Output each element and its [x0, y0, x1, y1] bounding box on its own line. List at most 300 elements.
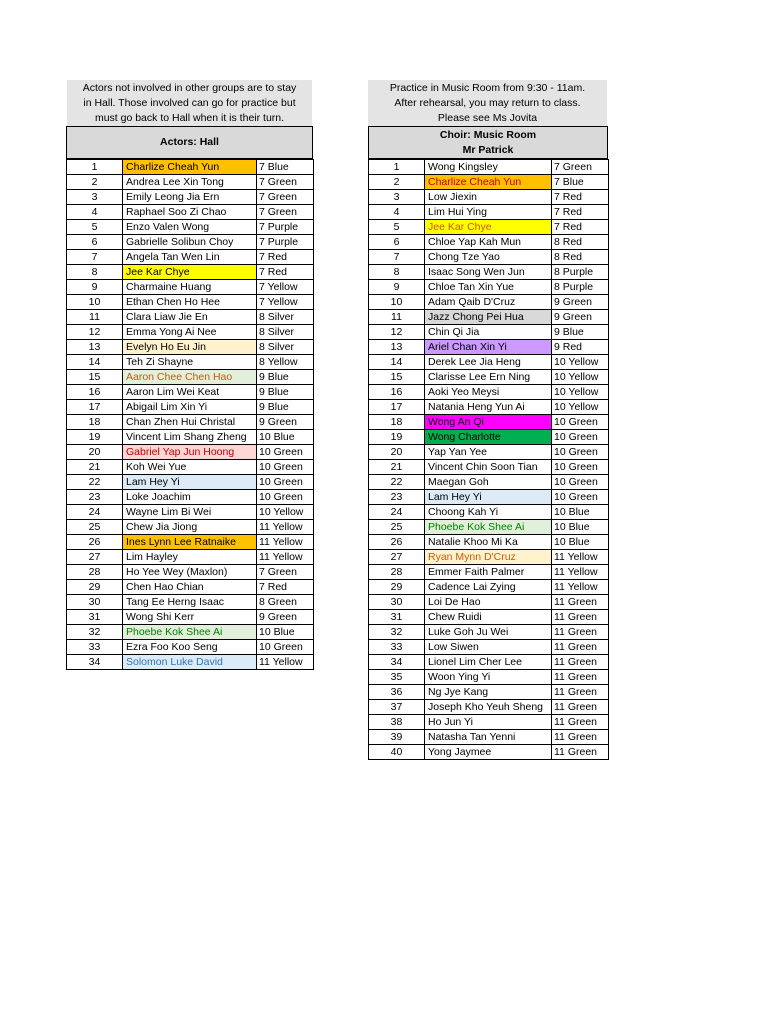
table-row: [369, 460, 609, 475]
row-number: 38: [369, 715, 425, 730]
row-number: 29: [369, 580, 425, 595]
row-number: 27: [67, 550, 123, 565]
actors-table: [66, 159, 314, 670]
table-row: [369, 190, 609, 205]
row-number: 26: [369, 535, 425, 550]
row-number: 31: [369, 610, 425, 625]
table-row: [369, 520, 609, 535]
row-number: 16: [369, 385, 425, 400]
student-class: 10 Blue: [552, 505, 609, 520]
table-row: [67, 430, 314, 445]
table-row: [369, 400, 609, 415]
row-number: 9: [369, 280, 425, 295]
table-row: [369, 685, 609, 700]
student-class: 10 Yellow: [552, 400, 609, 415]
table-row: [369, 235, 609, 250]
student-class: 9 Blue: [257, 400, 314, 415]
table-row: [67, 580, 314, 595]
row-number: 2: [369, 175, 425, 190]
table-row: [369, 610, 609, 625]
student-class: 10 Green: [552, 490, 609, 505]
row-number: 1: [67, 160, 123, 175]
student-class: 8 Red: [552, 250, 609, 265]
row-number: 8: [67, 265, 123, 280]
row-number: 3: [369, 190, 425, 205]
actors-header-title: Actors: Hall: [160, 136, 219, 148]
student-name: Jee Kar Chye: [425, 220, 552, 235]
table-row: [369, 625, 609, 640]
student-name: Emmer Faith Palmer: [425, 565, 552, 580]
student-name: Isaac Song Wen Jun: [425, 265, 552, 280]
student-class: 11 Green: [552, 715, 609, 730]
student-name: Lim Hayley: [123, 550, 257, 565]
student-class: 8 Yellow: [257, 355, 314, 370]
table-row: [369, 475, 609, 490]
student-name: Ho Yee Wey (Maxlon): [123, 565, 257, 580]
student-class: 11 Green: [552, 655, 609, 670]
choir-table-header: [368, 126, 608, 159]
table-row: [369, 505, 609, 520]
row-number: 29: [67, 580, 123, 595]
student-class: 10 Green: [257, 490, 314, 505]
student-name: Ezra Foo Koo Seng: [123, 640, 257, 655]
student-name: Ines Lynn Lee Ratnaike: [123, 535, 257, 550]
student-name: Low Siwen: [425, 640, 552, 655]
student-name: Chin Qi Jia: [425, 325, 552, 340]
student-name: Ng Jye Kang: [425, 685, 552, 700]
row-number: 24: [67, 505, 123, 520]
row-number: 31: [67, 610, 123, 625]
row-number: 15: [67, 370, 123, 385]
row-number: 36: [369, 685, 425, 700]
row-number: 20: [67, 445, 123, 460]
row-number: 2: [67, 175, 123, 190]
student-name: Teh Zi Shayne: [123, 355, 257, 370]
student-class: 7 Red: [257, 265, 314, 280]
actors-note-line: in Hall. Those involved can go for practice but: [83, 97, 296, 109]
student-name: Tang Ee Herng Isaac: [123, 595, 257, 610]
student-name: Lionel Lim Cher Lee: [425, 655, 552, 670]
student-name: Cadence Lai Zying: [425, 580, 552, 595]
student-name: Low Jiexin: [425, 190, 552, 205]
table-row: [369, 370, 609, 385]
table-row: [67, 640, 314, 655]
student-class: 7 Yellow: [257, 295, 314, 310]
table-row: [369, 445, 609, 460]
student-class: 7 Red: [257, 580, 314, 595]
table-row: [67, 295, 314, 310]
table-row: [67, 205, 314, 220]
student-class: 11 Green: [552, 685, 609, 700]
row-number: 25: [369, 520, 425, 535]
student-name: Lam Hey Yi: [425, 490, 552, 505]
row-number: 19: [369, 430, 425, 445]
student-class: 11 Yellow: [257, 655, 314, 670]
student-name: Clarisse Lee Ern Ning: [425, 370, 552, 385]
table-row: [67, 280, 314, 295]
student-name: Clara Liaw Jie En: [123, 310, 257, 325]
table-row: [67, 160, 314, 175]
student-name: Chong Tze Yao: [425, 250, 552, 265]
student-class: 9 Green: [552, 295, 609, 310]
student-class: 11 Yellow: [257, 550, 314, 565]
choir-header-title: Choir: Music Room: [439, 128, 537, 141]
table-row: [67, 520, 314, 535]
row-number: 14: [369, 355, 425, 370]
student-class: 10 Blue: [257, 625, 314, 640]
student-class: 10 Yellow: [257, 505, 314, 520]
table-row: [369, 490, 609, 505]
table-row: [369, 325, 609, 340]
row-number: 27: [369, 550, 425, 565]
table-row: [369, 280, 609, 295]
row-number: 18: [67, 415, 123, 430]
row-number: 23: [369, 490, 425, 505]
table-row: [369, 595, 609, 610]
row-number: 37: [369, 700, 425, 715]
table-row: [67, 250, 314, 265]
student-name: Aaron Lim Wei Keat: [123, 385, 257, 400]
table-row: [369, 250, 609, 265]
row-number: 10: [67, 295, 123, 310]
row-number: 12: [67, 325, 123, 340]
student-class: 7 Green: [257, 205, 314, 220]
table-row: [369, 355, 609, 370]
row-number: 34: [67, 655, 123, 670]
student-name: Charmaine Huang: [123, 280, 257, 295]
table-row: [369, 565, 609, 580]
choir-note: [368, 80, 607, 126]
row-number: 7: [369, 250, 425, 265]
student-class: 10 Green: [552, 415, 609, 430]
table-row: [369, 310, 609, 325]
student-class: 11 Green: [552, 610, 609, 625]
table-row: [369, 745, 609, 760]
student-name: Raphael Soo Zi Chao: [123, 205, 257, 220]
table-row: [67, 265, 314, 280]
student-name: Adam Qaib D'Cruz: [425, 295, 552, 310]
student-class: 10 Green: [552, 475, 609, 490]
student-class: 9 Blue: [257, 370, 314, 385]
table-row: [67, 475, 314, 490]
row-number: 11: [67, 310, 123, 325]
student-name: Wong Kingsley: [425, 160, 552, 175]
row-number: 15: [369, 370, 425, 385]
table-row: [67, 355, 314, 370]
table-row: [369, 655, 609, 670]
student-name: Gabrielle Solibun Choy: [123, 235, 257, 250]
actors-note-line: must go back to Hall when it is their turn.: [94, 112, 285, 124]
row-number: 13: [67, 340, 123, 355]
student-class: 11 Yellow: [257, 535, 314, 550]
table-row: [67, 625, 314, 640]
actors-note-line: Actors not involved in other groups are to stay: [82, 82, 297, 94]
student-name: Wong An Qi: [425, 415, 552, 430]
student-class: 10 Green: [257, 640, 314, 655]
student-class: 7 Red: [257, 250, 314, 265]
table-row: [369, 550, 609, 565]
student-class: 8 Red: [552, 235, 609, 250]
table-row: [67, 325, 314, 340]
table-row: [67, 535, 314, 550]
student-class: 10 Green: [552, 460, 609, 475]
row-number: 22: [67, 475, 123, 490]
table-row: [67, 310, 314, 325]
student-name: Lam Hey Yi: [123, 475, 257, 490]
student-name: Phoebe Kok Shee Ai: [425, 520, 552, 535]
row-number: 17: [369, 400, 425, 415]
student-name: Luke Goh Ju Wei: [425, 625, 552, 640]
table-row: [369, 340, 609, 355]
student-name: Chew Ruidi: [425, 610, 552, 625]
row-number: 26: [67, 535, 123, 550]
student-class: 9 Green: [257, 610, 314, 625]
student-name: Solomon Luke David: [123, 655, 257, 670]
student-name: Natasha Tan Yenni: [425, 730, 552, 745]
table-row: [369, 160, 609, 175]
table-row: [369, 430, 609, 445]
student-name: Koh Wei Yue: [123, 460, 257, 475]
row-number: 34: [369, 655, 425, 670]
row-number: 33: [369, 640, 425, 655]
student-name: Joseph Kho Yeuh Sheng: [425, 700, 552, 715]
student-class: 11 Yellow: [552, 565, 609, 580]
student-class: 7 Red: [552, 205, 609, 220]
row-number: 32: [369, 625, 425, 640]
table-row: [67, 220, 314, 235]
table-row: [67, 610, 314, 625]
row-number: 33: [67, 640, 123, 655]
student-name: Derek Lee Jia Heng: [425, 355, 552, 370]
table-row: [369, 580, 609, 595]
student-class: 10 Green: [257, 445, 314, 460]
table-row: [67, 175, 314, 190]
student-name: Jazz Chong Pei Hua: [425, 310, 552, 325]
student-class: 7 Green: [257, 565, 314, 580]
student-class: 7 Green: [257, 175, 314, 190]
student-name: Ho Jun Yi: [425, 715, 552, 730]
student-name: Yap Yan Yee: [425, 445, 552, 460]
table-row: [369, 535, 609, 550]
row-number: 1: [369, 160, 425, 175]
student-class: 10 Yellow: [552, 355, 609, 370]
table-row: [67, 565, 314, 580]
student-name: Yong Jaymee: [425, 745, 552, 760]
student-class: 10 Yellow: [552, 385, 609, 400]
student-name: Chen Hao Chian: [123, 580, 257, 595]
student-name: Emma Yong Ai Nee: [123, 325, 257, 340]
student-name: Chloe Yap Kah Mun: [425, 235, 552, 250]
row-number: 39: [369, 730, 425, 745]
table-row: [67, 400, 314, 415]
row-number: 10: [369, 295, 425, 310]
table-row: [369, 715, 609, 730]
choir-table: [368, 159, 609, 760]
actors-table-header: [66, 126, 313, 159]
choir-header-teacher: Mr Patrick: [462, 143, 514, 156]
table-row: [369, 175, 609, 190]
student-name: Abigail Lim Xin Yi: [123, 400, 257, 415]
student-name: Gabriel Yap Jun Hoong: [123, 445, 257, 460]
row-number: 3: [67, 190, 123, 205]
student-class: 9 Blue: [257, 385, 314, 400]
table-row: [369, 670, 609, 685]
student-name: Ariel Chan Xin Yi: [425, 340, 552, 355]
student-class: 11 Green: [552, 625, 609, 640]
row-number: 4: [67, 205, 123, 220]
student-class: 11 Green: [552, 730, 609, 745]
student-class: 10 Blue: [552, 535, 609, 550]
row-number: 28: [369, 565, 425, 580]
table-row: [67, 235, 314, 250]
student-class: 8 Silver: [257, 310, 314, 325]
student-class: 7 Purple: [257, 235, 314, 250]
row-number: 35: [369, 670, 425, 685]
student-name: Chloe Tan Xin Yue: [425, 280, 552, 295]
student-class: 11 Green: [552, 595, 609, 610]
table-row: [67, 415, 314, 430]
row-number: 6: [369, 235, 425, 250]
student-name: Choong Kah Yi: [425, 505, 552, 520]
table-row: [67, 490, 314, 505]
student-class: 9 Green: [257, 415, 314, 430]
row-number: 25: [67, 520, 123, 535]
row-number: 22: [369, 475, 425, 490]
row-number: 13: [369, 340, 425, 355]
student-class: 11 Yellow: [552, 580, 609, 595]
row-number: 19: [67, 430, 123, 445]
student-class: 10 Blue: [257, 430, 314, 445]
row-number: 9: [67, 280, 123, 295]
row-number: 5: [67, 220, 123, 235]
student-name: Evelyn Ho Eu Jin: [123, 340, 257, 355]
student-name: Aaron Chee Chen Hao: [123, 370, 257, 385]
table-row: [67, 550, 314, 565]
student-name: Angela Tan Wen Lin: [123, 250, 257, 265]
student-class: 7 Yellow: [257, 280, 314, 295]
row-number: 30: [67, 595, 123, 610]
student-class: 10 Blue: [552, 520, 609, 535]
student-class: 7 Blue: [257, 160, 314, 175]
row-number: 23: [67, 490, 123, 505]
student-class: 11 Green: [552, 745, 609, 760]
student-name: Natalie Khoo Mi Ka: [425, 535, 552, 550]
student-class: 8 Silver: [257, 325, 314, 340]
student-name: Woon Ying Yi: [425, 670, 552, 685]
student-name: Natania Heng Yun Ai: [425, 400, 552, 415]
table-row: [67, 460, 314, 475]
student-name: Enzo Valen Wong: [123, 220, 257, 235]
table-row: [67, 370, 314, 385]
row-number: 4: [369, 205, 425, 220]
table-row: [369, 220, 609, 235]
table-row: [369, 265, 609, 280]
student-class: 8 Silver: [257, 340, 314, 355]
student-name: Vincent Chin Soon Tian: [425, 460, 552, 475]
row-number: 21: [369, 460, 425, 475]
table-row: [67, 340, 314, 355]
row-number: 5: [369, 220, 425, 235]
student-class: 9 Green: [552, 310, 609, 325]
table-row: [369, 205, 609, 220]
student-name: Lim Hui Ying: [425, 205, 552, 220]
student-name: Maegan Goh: [425, 475, 552, 490]
student-class: 10 Yellow: [552, 370, 609, 385]
student-name: Phoebe Kok Shee Ai: [123, 625, 257, 640]
choir-note-line: After rehearsal, you may return to class.: [394, 97, 581, 109]
table-row: [67, 505, 314, 520]
student-class: 8 Purple: [552, 280, 609, 295]
table-row: [369, 385, 609, 400]
row-number: 28: [67, 565, 123, 580]
student-class: 7 Blue: [552, 175, 609, 190]
row-number: 24: [369, 505, 425, 520]
student-class: 9 Red: [552, 340, 609, 355]
table-row: [369, 730, 609, 745]
row-number: 7: [67, 250, 123, 265]
student-class: 9 Blue: [552, 325, 609, 340]
student-class: 11 Green: [552, 670, 609, 685]
student-name: Chew Jia Jiong: [123, 520, 257, 535]
student-class: 11 Yellow: [257, 520, 314, 535]
student-class: 11 Yellow: [552, 550, 609, 565]
student-name: Wayne Lim Bi Wei: [123, 505, 257, 520]
student-class: 10 Green: [257, 460, 314, 475]
student-class: 7 Green: [552, 160, 609, 175]
student-class: 10 Green: [552, 430, 609, 445]
row-number: 32: [67, 625, 123, 640]
student-name: Jee Kar Chye: [123, 265, 257, 280]
table-row: [67, 190, 314, 205]
student-class: 10 Green: [257, 475, 314, 490]
table-row: [369, 295, 609, 310]
table-row: [369, 700, 609, 715]
table-row: [67, 385, 314, 400]
row-number: 14: [67, 355, 123, 370]
student-name: Aoki Yeo Meysi: [425, 385, 552, 400]
student-class: 7 Purple: [257, 220, 314, 235]
student-class: 8 Green: [257, 595, 314, 610]
student-class: 10 Green: [552, 445, 609, 460]
student-class: 11 Green: [552, 640, 609, 655]
student-name: Charlize Cheah Yun: [425, 175, 552, 190]
student-class: 7 Green: [257, 190, 314, 205]
row-number: 16: [67, 385, 123, 400]
student-name: Wong Charlotte: [425, 430, 552, 445]
choir-note-line: Please see Ms Jovita: [437, 112, 538, 124]
student-name: Loi De Hao: [425, 595, 552, 610]
row-number: 17: [67, 400, 123, 415]
table-row: [369, 415, 609, 430]
row-number: 30: [369, 595, 425, 610]
row-number: 6: [67, 235, 123, 250]
row-number: 20: [369, 445, 425, 460]
student-class: 11 Green: [552, 700, 609, 715]
student-class: 7 Red: [552, 190, 609, 205]
row-number: 12: [369, 325, 425, 340]
row-number: 8: [369, 265, 425, 280]
choir-note-line: Practice in Music Room from 9:30 - 11am.: [389, 82, 586, 94]
row-number: 18: [369, 415, 425, 430]
student-class: 7 Red: [552, 220, 609, 235]
student-name: Chan Zhen Hui Christal: [123, 415, 257, 430]
student-name: Vincent Lim Shang Zheng: [123, 430, 257, 445]
student-name: Ethan Chen Ho Hee: [123, 295, 257, 310]
row-number: 40: [369, 745, 425, 760]
student-name: Emily Leong Jia Ern: [123, 190, 257, 205]
table-row: [67, 445, 314, 460]
student-class: 8 Purple: [552, 265, 609, 280]
